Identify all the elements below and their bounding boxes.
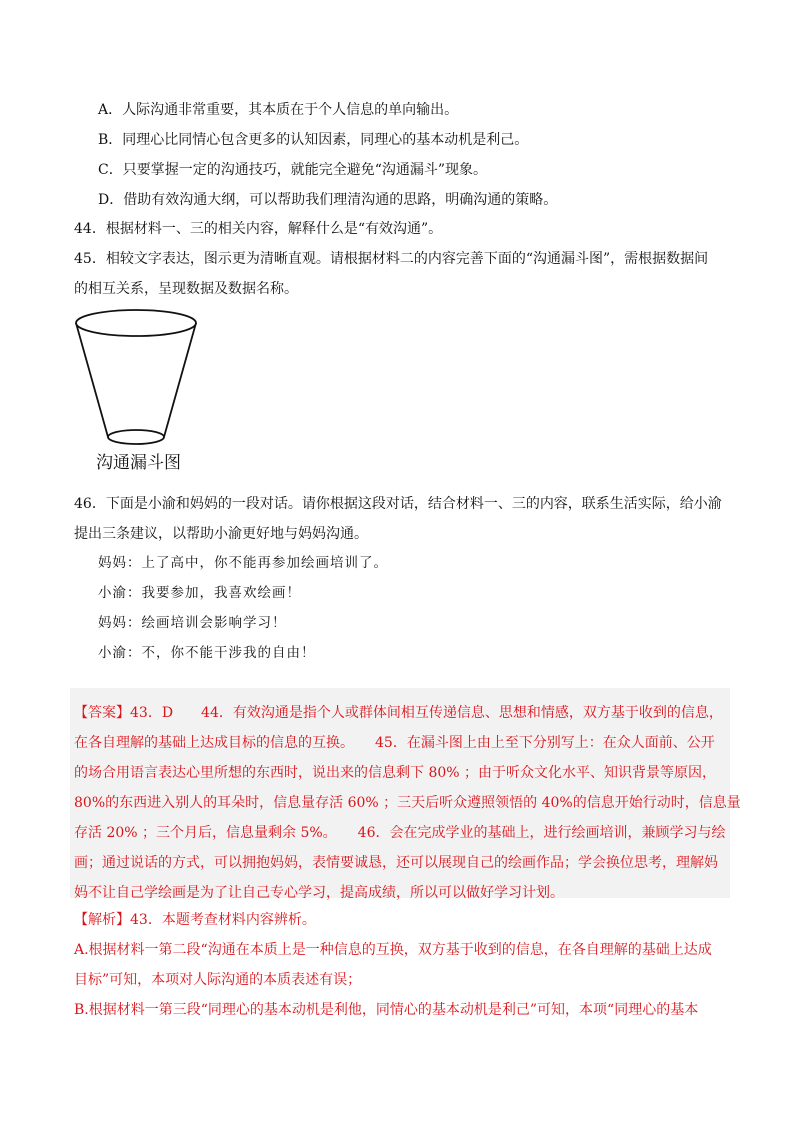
analysis-line-4: B.根据材料一第三段“同理心的基本动机是利他，同情心的基本动机是利己”可知，本项“同理心的基本 [74, 1002, 699, 1018]
dialogue-line-2: 小渝：我要参加，我喜欢绘画！ [98, 585, 301, 601]
answer-line-1: 【答案】43．D 44．有效沟通是指个人或群体间相互传递信息、思想和情感，双方基于收到的信息， [74, 705, 723, 721]
dialogue-line-3: 妈妈：绘画培训会影响学习！ [98, 615, 287, 631]
answer-line-2: 在各自理解的基础上达成目标的信息的互换。 45．在漏斗图上由上至下分别写上：在众人面前、公开 [74, 735, 715, 751]
question-44: 44．根据材料一、三的相关内容，解释什么是“有效沟通”。 [74, 221, 443, 237]
analysis-line-1: 【解析】43．本题考查材料内容辨析。 [74, 912, 316, 928]
option-d: D．借助有效沟通大纲，可以帮助我们理清沟通的思路，明确沟通的策略。 [98, 192, 558, 208]
funnel-left-side [76, 323, 108, 437]
funnel-bottom-rim [108, 430, 164, 444]
answer-line-5: 存活 20% ；三个月后，信息量剩余 5%。 46．会在完成学业的基础上，进行绘画培训，兼顾学习与绘 [74, 825, 726, 841]
question-45-line-1: 45．相较文字表达，图示更为清晰直观。请根据材料二的内容完善下面的“沟通漏斗图”，需根据数据间 [74, 251, 709, 267]
funnel-diagram [70, 305, 210, 445]
dialogue-line-4: 小渝：不，你不能干涉我的自由！ [98, 645, 316, 661]
option-b: B．同理心比同情心包含更多的认知因素，同理心的基本动机是利己。 [98, 132, 529, 148]
analysis-line-3: 目标”可知，本项对人际沟通的本质表述有误； [74, 972, 362, 988]
answer-line-6: 画；通过说话的方式，可以拥抱妈妈，表情要诚恳，还可以展现自己的绘画作品；学会换位思考，理解妈 [74, 855, 718, 871]
answer-line-3: 的场合用语言表达心里所想的东西时，说出来的信息剩下 80% ；由于听众文化水平、知识背景等原因， [74, 765, 717, 781]
question-46-line-2: 提出三条建议，以帮助小渝更好地与妈妈沟通。 [74, 526, 368, 542]
funnel-caption: 沟通漏斗图 [96, 453, 181, 473]
answer-line-7: 妈不让自己学绘画是为了让自己专心学习，提高成绩，所以可以做好学习计划。 [74, 885, 564, 901]
answer-line-4: 80%的东西进入别人的耳朵时，信息量存活 60% ；三天后听众遵照领悟的 40%的信息开始行动时，信息量 [74, 795, 741, 811]
funnel-top-rim [76, 310, 196, 336]
analysis-line-2: A.根据材料一第二段“沟通在本质上是一种信息的互换，双方基于收到的信息，在各自理解的基础上达成 [74, 942, 712, 958]
question-45-line-2: 的相互关系，呈现数据及数据名称。 [74, 281, 298, 297]
question-46-line-1: 46．下面是小渝和妈妈的一段对话。请你根据这段对话，结合材料一、三的内容，联系生活实际，给小渝 [74, 496, 722, 512]
option-c: C．只要掌握一定的沟通技巧，就能完全避免“沟通漏斗”现象。 [98, 162, 488, 178]
dialogue-line-1: 妈妈：上了高中，你不能再参加绘画培训了。 [98, 555, 388, 571]
funnel-right-side [164, 323, 196, 437]
option-a: A．人际沟通非常重要，其本质在于个人信息的单向输出。 [98, 102, 459, 118]
